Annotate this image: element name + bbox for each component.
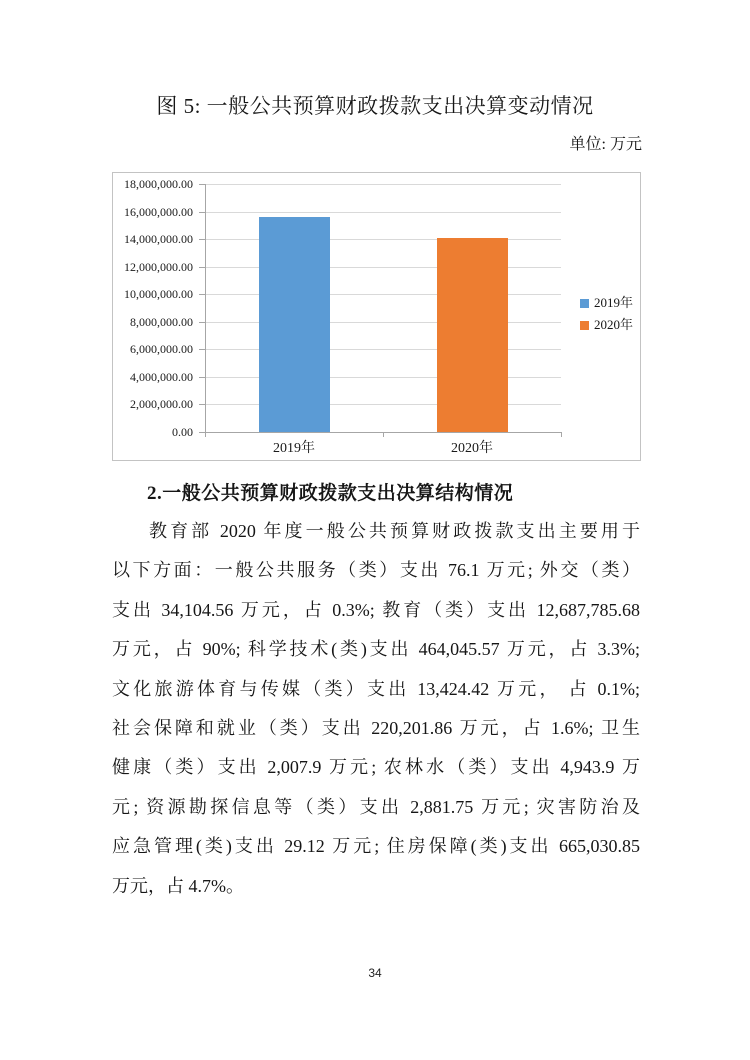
legend-item: [580, 318, 633, 332]
legend-label: 2020年: [594, 317, 634, 332]
legend-swatch-icon: [580, 299, 589, 308]
paragraph-line: 支出 34,104.56 万元，占 0.3%; 教育（类）支出 12,687,785.68: [112, 599, 640, 620]
paragraph-line: 万元，占 90%; 科学技术(类)支出 464,045.57 万元，占 3.3%;: [112, 639, 640, 660]
y-axis-label: 6,000,000.00: [130, 342, 193, 357]
paragraph-line: 元; 资源勘探信息等（类）支出 2,881.75 万元; 灾害防治及: [112, 796, 640, 817]
gridline: [205, 184, 561, 185]
paragraph-line: 文化旅游体育与传媒（类）支出 13,424.42 万元， 占 0.1%;: [112, 678, 640, 699]
y-axis-label: 0.00: [172, 425, 193, 439]
y-axis-label: 2,000,000.00: [130, 397, 193, 412]
paragraph-line: 应急管理(类)支出 29.12 万元; 住房保障(类)支出 665,030.85: [112, 836, 640, 857]
bar-2020年: [437, 238, 508, 432]
paragraph-line: 教育部 2020 年度一般公共预算财政拨款支出主要用于: [149, 521, 640, 541]
paragraph-line: 健康（类）支出 2,007.9 万元; 农林水（类）支出 4,943.9 万: [112, 757, 640, 778]
y-axis-label: 16,000,000.00: [124, 204, 193, 219]
paragraph-line: 社会保障和就业（类）支出 220,201.86 万元，占 1.6%; 卫生: [112, 717, 640, 738]
section-heading: 2.一般公共预算财政拨款支出决算结构情况: [147, 483, 514, 504]
paragraph-line: 万元，占 4.7%。: [112, 875, 244, 896]
x-axis-label: 2019年: [273, 441, 315, 456]
y-axis-label: 12,000,000.00: [124, 259, 193, 274]
x-axis-label: 2020年: [451, 441, 493, 456]
bar-2019年: [259, 217, 330, 432]
bar-chart: [112, 172, 641, 461]
y-axis-line: [205, 184, 206, 432]
y-axis-label: 14,000,000.00: [124, 232, 193, 247]
y-axis-label: 8,000,000.00: [130, 314, 193, 329]
x-tick: [383, 432, 384, 437]
unit-label: 单位: 万元: [569, 136, 642, 153]
x-tick: [205, 432, 206, 437]
legend-item: [580, 296, 633, 310]
body-paragraph: [112, 512, 640, 906]
legend-swatch-icon: [580, 321, 589, 330]
x-tick: [561, 432, 562, 437]
legend-label: 2019年: [594, 295, 634, 310]
figure-title: 图 5: 一般公共预算财政拨款支出决算变动情况: [156, 94, 594, 118]
gridline: [205, 212, 561, 213]
paragraph-line: 以下方面：一般公共服务（类）支出 76.1 万元; 外交（类）: [112, 560, 640, 581]
y-axis-label: 10,000,000.00: [124, 287, 193, 302]
y-axis-label: 18,000,000.00: [124, 177, 193, 191]
y-axis-label: 4,000,000.00: [130, 369, 193, 384]
chart-legend: [580, 296, 633, 340]
page-number: 34: [368, 966, 382, 980]
